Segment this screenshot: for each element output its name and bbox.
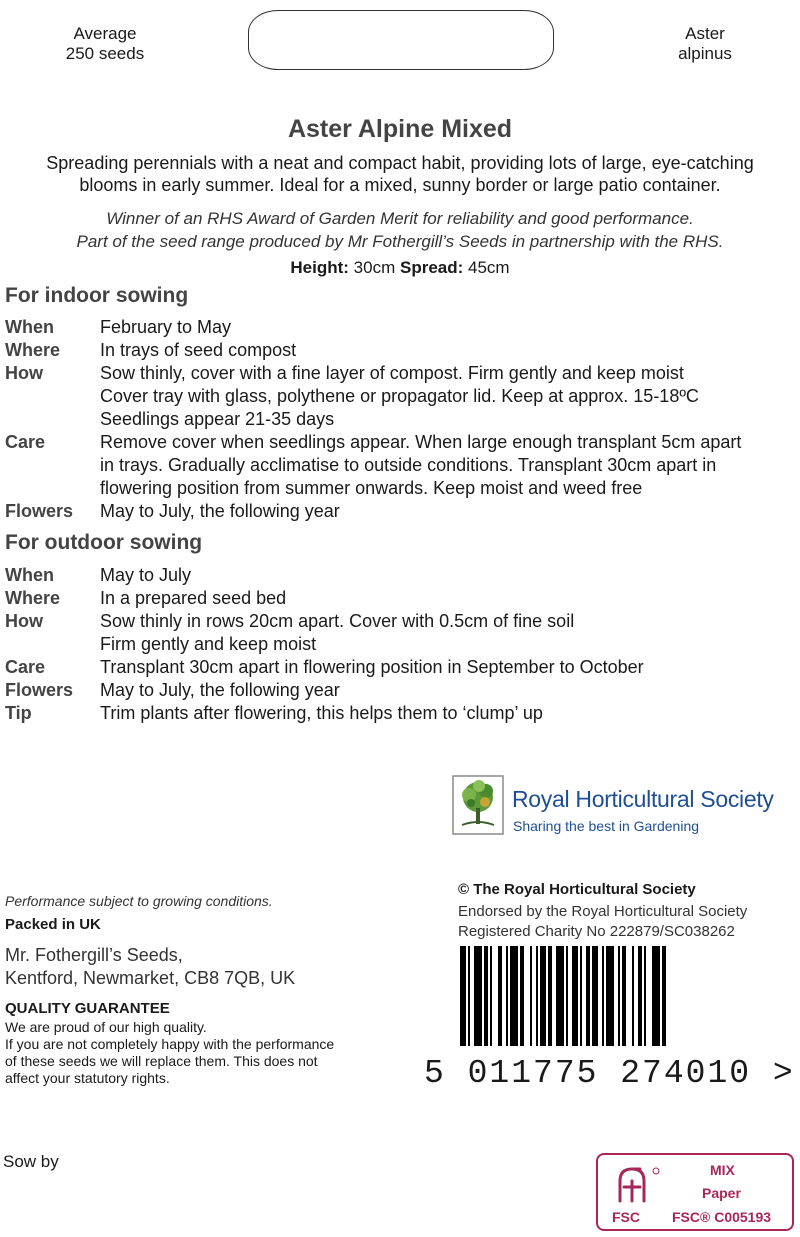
guarantee-line: If you are not completely happy with the performance: [5, 1036, 335, 1052]
barcode-bar: [566, 946, 568, 1046]
instruction-value: [100, 656, 800, 679]
instruction-label: How: [5, 363, 43, 383]
rhs-name: Royal Horticultural Society: [512, 786, 774, 812]
instruction-line: Trim plants after flowering, this helps them to ‘clump’ up: [100, 703, 543, 723]
instruction-line: In trays of seed compost: [100, 340, 297, 360]
height-label: Height:: [290, 258, 349, 277]
instruction-row: [5, 679, 800, 702]
latin-name: [660, 24, 750, 64]
sow-by-label: Sow by: [3, 1152, 59, 1171]
instruction-label: Where: [5, 340, 61, 360]
barcode-bar: [498, 946, 502, 1046]
barcode-digits: 5 011775 274010 >: [424, 1055, 795, 1092]
rhs-tagline: Sharing the best in Gardening: [513, 818, 700, 834]
instruction-line: in trays. Gradually acclimatise to outside conditions. Transplant 30cm apart in: [100, 455, 717, 475]
indoor-heading: For indoor sowing: [5, 284, 189, 307]
instruction-value: [100, 362, 800, 431]
outdoor-heading: For outdoor sowing: [5, 531, 203, 554]
barcode-bar: [520, 946, 524, 1046]
instruction-label: Where: [5, 588, 61, 608]
instruction-line: In a prepared seed bed: [100, 588, 287, 608]
instruction-label: Tip: [5, 703, 32, 723]
instruction-row: [5, 587, 800, 610]
latin-line1: Aster: [685, 24, 725, 43]
instruction-line: flowering position from summer onwards. Keep moist and weed free: [100, 478, 643, 498]
barcode-bar: [530, 946, 532, 1046]
barcode-bar: [510, 946, 518, 1046]
description-line: Spreading perennials with a neat and compact habit, providing lots of large, eye-catching: [46, 153, 754, 173]
instruction-row: [5, 656, 800, 679]
product-title: Aster Alpine Mixed: [287, 115, 513, 143]
instruction-label: Care: [5, 657, 46, 677]
barcode-bar: [592, 946, 598, 1046]
guarantee-line: affect your statutory rights.: [5, 1070, 170, 1086]
spread-label: Spread:: [399, 258, 464, 277]
hang-slot: [248, 10, 554, 70]
barcode-bar: [490, 946, 492, 1046]
instruction-value: [100, 587, 800, 610]
guarantee-line: We are proud of our high quality.: [5, 1019, 207, 1035]
instruction-value: [100, 339, 800, 362]
award-line: Part of the seed range produced by Mr Fothergill’s Seeds in partnership with the RHS.: [76, 232, 724, 251]
spread-value: 45cm: [468, 258, 510, 277]
instruction-value: [100, 679, 800, 702]
instruction-row: [5, 702, 800, 725]
instruction-value: [100, 702, 800, 725]
barcode-bar: [638, 946, 642, 1046]
fsc-label: FSC: [612, 1209, 640, 1225]
height-value: 30cm: [353, 258, 396, 277]
product-description: [10, 152, 790, 196]
instruction-row: [5, 564, 800, 587]
barcode-bar: [572, 946, 578, 1046]
performance-note: Performance subject to growing conditions.: [5, 893, 273, 909]
guarantee-line: of these seeds we will replace them. This does not: [5, 1053, 318, 1069]
instruction-line: Sow thinly, cover with a fine layer of compost. Firm gently and keep moist: [100, 363, 684, 383]
instruction-value: [100, 431, 800, 500]
barcode-bar: [484, 946, 488, 1046]
latin-line2: alpinus: [678, 44, 732, 63]
fsc-code: FSC® C005193: [672, 1209, 772, 1225]
seed-count-line1: Average: [73, 24, 137, 43]
instruction-label: Flowers: [5, 680, 74, 700]
fsc-mix: MIX: [710, 1162, 735, 1178]
barcode-bar: [618, 946, 620, 1046]
barcode-bar: [606, 946, 614, 1046]
instruction-value: [100, 500, 800, 523]
barcode-bar: [506, 946, 508, 1046]
company-address: [5, 944, 295, 990]
rhs-tree-icon: [452, 775, 508, 837]
instruction-value: [100, 610, 800, 656]
barcode-bar: [540, 946, 546, 1046]
charity-line: Registered Charity No 222879/SC038262: [458, 923, 735, 940]
rhs-copyright: © The Royal Horticultural Society: [458, 881, 696, 898]
instruction-line: Seedlings appear 21-35 days: [100, 409, 335, 429]
instruction-value: [100, 316, 800, 339]
instruction-line: February to May: [100, 317, 232, 337]
quality-guarantee-title: QUALITY GUARANTEE: [5, 1000, 170, 1017]
award-line: Winner of an RHS Award of Garden Merit for reliability and good performance.: [106, 209, 694, 228]
fsc-tree-icon: [610, 1161, 670, 1211]
indoor-instructions: [5, 316, 800, 523]
instruction-label: How: [5, 611, 43, 631]
barcode-bar: [586, 946, 590, 1046]
barcode: [458, 946, 794, 1046]
instruction-label: Flowers: [5, 501, 74, 521]
instruction-line: Remove cover when seedlings appear. When large enough transplant 5cm apart: [100, 432, 742, 452]
seed-count: [60, 24, 150, 64]
barcode-bar: [580, 946, 582, 1046]
barcode-bar: [644, 946, 646, 1046]
barcode-bar: [622, 946, 626, 1046]
barcode-bar: [468, 946, 470, 1046]
instruction-row: [5, 362, 800, 431]
instruction-label: When: [5, 317, 54, 337]
barcode-bar: [602, 946, 604, 1046]
barcode-bar: [652, 946, 660, 1046]
instruction-row: [5, 431, 800, 500]
outdoor-instructions: [5, 564, 800, 725]
instruction-label: Care: [5, 432, 46, 452]
address-line: Kentford, Newmarket, CB8 7QB, UK: [5, 968, 296, 988]
award-text: [10, 207, 790, 253]
seed-count-line2: 250 seeds: [65, 44, 145, 63]
description-line: blooms in early summer. Ideal for a mixed, sunny border or large patio container.: [79, 175, 721, 195]
barcode-bar: [662, 946, 666, 1046]
barcode-bar: [460, 946, 466, 1046]
instruction-line: May to July, the following year: [100, 501, 340, 521]
instruction-row: [5, 500, 800, 523]
instruction-value: [100, 564, 800, 587]
instruction-line: Cover tray with glass, polythene or propagator lid. Keep at approx. 15-18ºC: [100, 386, 699, 406]
barcode-bar: [632, 946, 634, 1046]
instruction-label: When: [5, 565, 54, 585]
barcode-bar: [474, 946, 482, 1046]
address-line: Mr. Fothergill’s Seeds,: [5, 945, 183, 965]
fsc-paper: Paper: [702, 1185, 741, 1201]
instruction-line: Firm gently and keep moist: [100, 634, 317, 654]
instruction-line: Transplant 30cm apart in flowering position in September to October: [100, 657, 644, 677]
endorsed-line: Endorsed by the Royal Horticultural Society: [458, 903, 748, 920]
barcode-bar: [548, 946, 552, 1046]
instruction-row: [5, 316, 800, 339]
instruction-row: [5, 339, 800, 362]
barcode-bar: [556, 946, 564, 1046]
instruction-line: May to July: [100, 565, 192, 585]
instruction-row: [5, 610, 800, 656]
instruction-line: May to July, the following year: [100, 680, 340, 700]
rhs-endorsement: [458, 902, 747, 942]
quality-guarantee-text: [5, 1019, 405, 1087]
instruction-line: Sow thinly in rows 20cm apart. Cover with 0.5cm of fine soil: [100, 611, 575, 631]
packed-in: Packed in UK: [5, 916, 101, 933]
height-spread: [0, 258, 800, 278]
barcode-bar: [536, 946, 538, 1046]
